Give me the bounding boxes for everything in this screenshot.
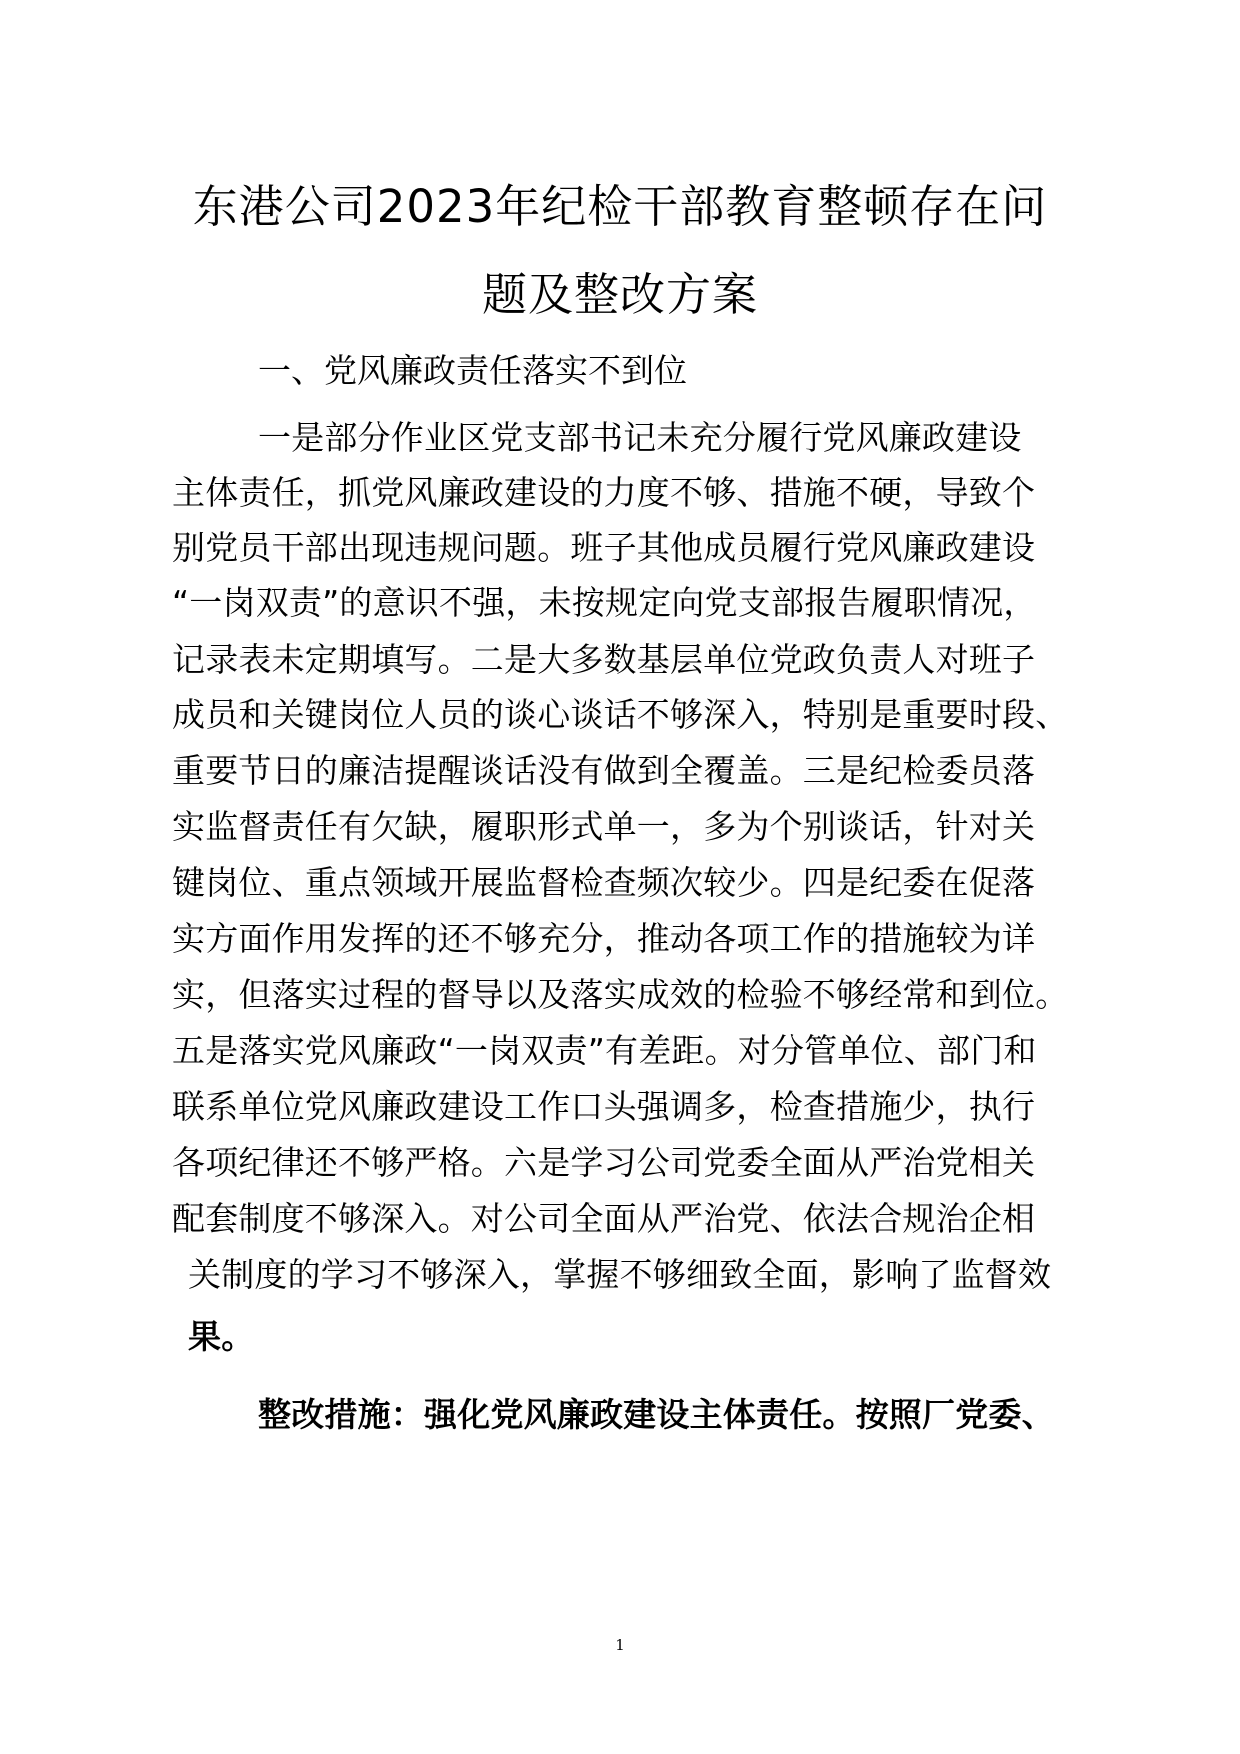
body-line: 实监督责任有欠缺，履职形式单一，多为个别谈话，针对关 [172,807,1036,846]
body-line: 配套制度不够深入。对公司全面从严治党、依法合规治企相 [172,1199,1036,1238]
section-heading: 一、党风廉政责任落实不到位 [258,351,687,390]
body-line: 联系单位党风廉政建设工作口头强调多，检查措施少，执行 [172,1087,1036,1126]
body-line: “一岗双责”的意识不强，未按规定向党支部报告履职情况， [172,583,1037,622]
body-line: 成员和关键岗位人员的谈心谈话不够深入，特别是重要时段、 [172,695,1069,734]
body-line: 实方面作用发挥的还不够充分，推动各项工作的措施较为详 [172,919,1036,958]
body-line: 键岗位、重点领域开展监督检查频次较少。四是纪委在促落 [172,863,1036,902]
body-line: 记录表未定期填写。二是大多数基层单位党政负责人对班子 [172,640,1036,679]
body-line: 关制度的学习不够深入，掌握不够细致全面，影响了监督效 [188,1255,1052,1294]
body-line: 一是部分作业区党支部书记未充分履行党风廉政建设 [258,418,1022,457]
page-number: 1 [615,1636,625,1654]
body-line: 实，但落实过程的督导以及落实成效的检验不够经常和到位。 [172,975,1069,1014]
measures-line: 整改措施：强化党风廉政建设主体责任。按照厂党委、 [258,1395,1055,1434]
body-line: 重要节日的廉洁提醒谈话没有做到全覆盖。三是纪检委员落 [172,751,1036,790]
body-line: 果。 [188,1317,255,1356]
body-line: 各项纪律还不够严格。六是学习公司党委全面从严治党相关 [172,1143,1036,1182]
body-line: 别党员干部出现违规问题。班子其他成员履行党风廉政建设 [172,528,1036,567]
document-title-line-1: 东港公司2023年纪检干部教育整顿存在问 [192,180,1048,233]
body-line: 五是落实党风廉政“一岗双责”有差距。对分管单位、部门和 [172,1031,1037,1070]
document-title-line-2: 题及整改方案 [481,268,758,321]
body-line: 主体责任，抓党风廉政建设的力度不够、措施不硬，导致个 [172,473,1036,512]
